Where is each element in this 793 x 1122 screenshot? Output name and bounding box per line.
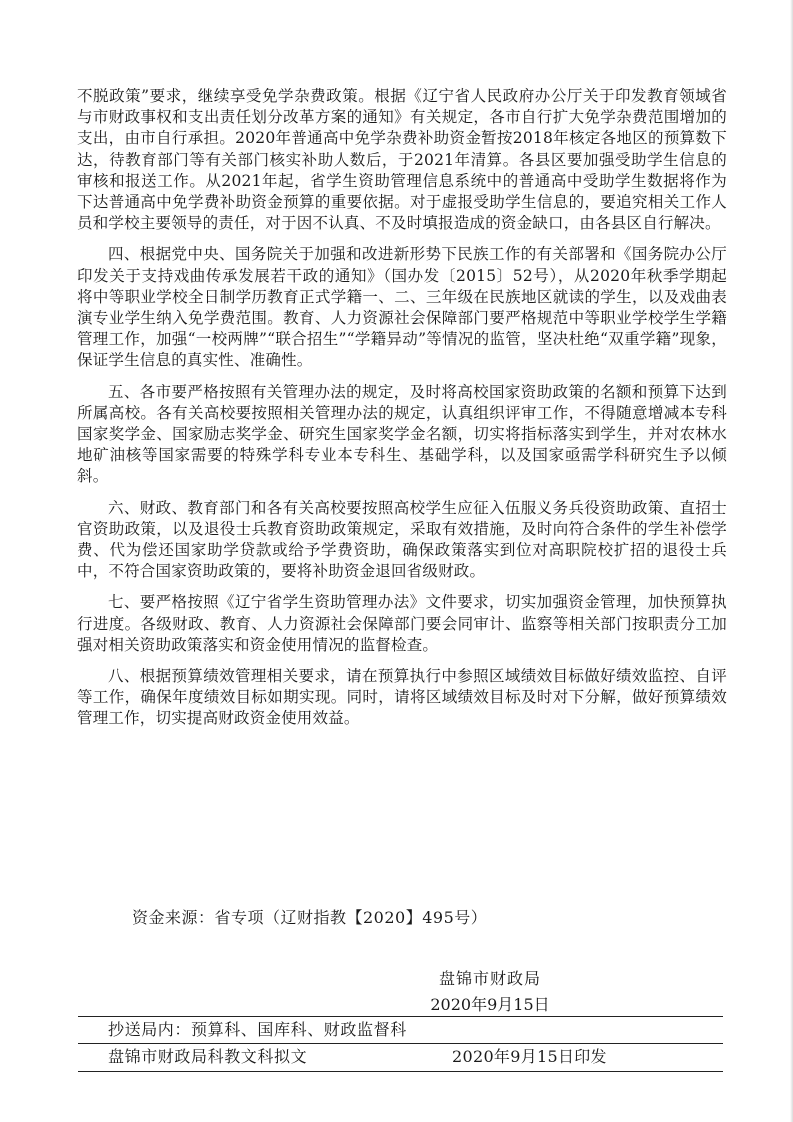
signature-block — [428, 966, 552, 1018]
issue-line — [108, 1046, 708, 1068]
paragraph-item-8: 八、根据预算绩效管理相关要求，请在预算执行中参照区域绩效目标做好绩效监控、自评等工作，确保年度绩效目标如期实现。同时，请将区域绩效目标及时对下分解，做好预算绩效管理工作，切实提高财政资金使用效益。 — [77, 667, 727, 728]
issuing-office: 盘锦市财政局科教文科拟文 — [108, 1047, 308, 1066]
paragraph-item-7: 七、要严格按照《辽宁省学生资助管理办法》文件要求，切实加强资金管理，加快预算执行进度。各级财政、教育、人力资源社会保障部门要会同审计、监察等相关部门按职责分工加强对相关资助政策落实和资金使用情况的监督检查。 — [77, 593, 727, 654]
document-body — [77, 86, 727, 740]
paragraph-item-5: 五、各市要严格按照有关管理办法的规定，及时将高校国家资助政策的名额和预算下达到所属高校。各有关高校要按照相关管理办法的规定，认真组织评审工作，不得随意增减本专科国家奖学金、国家励志奖学金、研究生国家奖学金名额，切实将指标落实到学生，并对农林水地矿油核等国家需要的特殊学科专业本专科生、基础学科，以及国家亟需学科研究生予以倾斜。 — [77, 382, 727, 486]
signature-organization: 盘锦市财政局 — [438, 969, 541, 988]
paragraph-item-4: 四、根据党中央、国务院关于加强和改进新形势下民族工作的有关部署和《国务院办公厅印发关于支持戏曲传承发展若干政的通知》（国办发〔2015〕52号），从2020年秋季学期起将中等职业学校全日制学历教育正式学籍一、二、三年级在民族地区就读的学生，以及戏曲表演专业学生纳入免学费范围。教育、人力资源社会保障部门要严格规范中等职业学校学生学籍管理工作，加强“一校两牌”“联合招生”“学籍异动”等情况的监管，坚决杜绝“双重学籍”现象，保证学生信息的真实性、准确性。 — [77, 245, 727, 370]
footer-rule-middle — [78, 1043, 723, 1044]
paragraph-item-6: 六、财政、教育部门和各有关高校要按照高校学生应征入伍服义务兵役资助政策、直招士官资助政策，以及退役士兵教育资助政策规定，采取有效措施，及时向符合条件的学生补偿学费、代为偿还国家助学贷款或给予学费资助，确保政策落实到位对高职院校扩招的退役士兵中，不符合国家资助政策的，要将补助资金退回省级财政。 — [77, 498, 727, 581]
funding-source: 资金来源：省专项（辽财指教【2020】495号） — [132, 908, 488, 927]
footer-rule-top — [78, 1016, 723, 1017]
footer-rule-bottom — [78, 1071, 723, 1072]
signature-date: 2020年9月15日 — [430, 995, 550, 1014]
cc-recipients: 抄送局内：预算科、国库科、财政监督科 — [108, 1020, 407, 1039]
issue-date: 2020年9月15日印发 — [452, 1047, 607, 1066]
paragraph-continuation: 不脱政策”要求，继续享受免学杂费政策。根据《辽宁省人民政府办公厅关于印发教育领域省与市财政事权和支出责任划分改革方案的通知》有关规定，各市自行扩大免学杂费范围增加的支出，由市自行承担。2020年普通高中免学杂费补助资金暂按2018年核定各地区的预算数下达，待教育部门等有关部门核实补助人数后，于2021年清算。各县区要加强受助学生信息的审核和报送工作。从2021年起，省学生资助管理信息系统中的普通高中受助学生数据将作为下达普通高中免学费补助资金预算的重要依据。对于虚报受助学生信息的，要追究相关工作人员和学校主要领导的责任，对于因不认真、不及时填报造成的资金缺口，由各县区自行解决。 — [77, 87, 727, 233]
